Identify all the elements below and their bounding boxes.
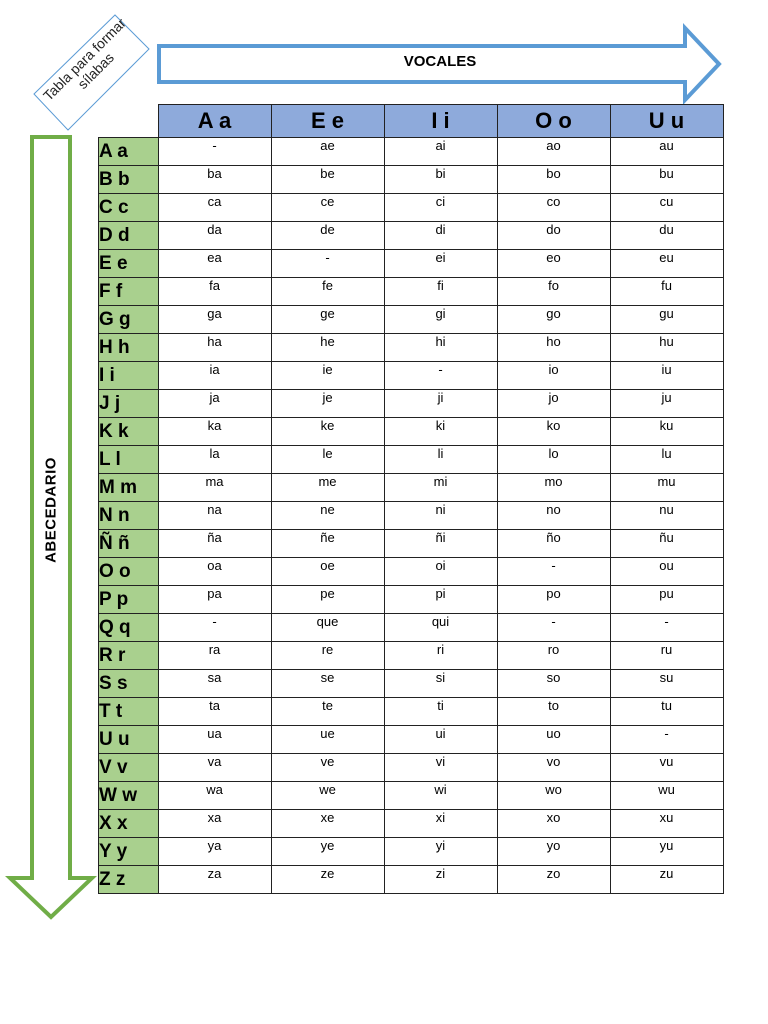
syllable-cell: gu <box>610 306 723 334</box>
syllable-cell: yo <box>497 838 610 866</box>
vocales-label: VOCALES <box>403 53 477 70</box>
syllable-cell: ue <box>271 726 384 754</box>
syllable-cell: ñe <box>271 530 384 558</box>
syllable-cell: fu <box>610 278 723 306</box>
syllable-cell: zi <box>384 866 497 894</box>
syllable-cell: ui <box>384 726 497 754</box>
letter-cell: V v <box>99 754 159 782</box>
syllable-cell: hi <box>384 334 497 362</box>
syllable-cell: fa <box>158 278 271 306</box>
syllable-cell: so <box>497 670 610 698</box>
table-row <box>99 138 724 166</box>
table-row <box>99 642 724 670</box>
letter-cell: P p <box>99 586 159 614</box>
syllable-cell: eo <box>497 250 610 278</box>
table-row <box>99 502 724 530</box>
syllable-cell: bi <box>384 166 497 194</box>
vowel-header-row <box>99 105 724 138</box>
syllable-cell: au <box>610 138 723 166</box>
syllable-table <box>98 104 724 894</box>
vowel-header: O o <box>497 105 610 138</box>
vowel-header: E e <box>271 105 384 138</box>
syllable-cell: - <box>497 614 610 642</box>
letter-cell: E e <box>99 250 159 278</box>
syllable-cell: re <box>271 642 384 670</box>
syllable-cell: ei <box>384 250 497 278</box>
syllable-cell: te <box>271 698 384 726</box>
syllable-cell: ai <box>384 138 497 166</box>
syllable-cell: va <box>158 754 271 782</box>
syllable-cell: su <box>610 670 723 698</box>
table-row <box>99 166 724 194</box>
syllable-cell: oe <box>271 558 384 586</box>
syllable-cell: go <box>497 306 610 334</box>
syllable-cell: - <box>271 250 384 278</box>
table-row <box>99 670 724 698</box>
syllable-cell: yu <box>610 838 723 866</box>
table-row <box>99 810 724 838</box>
table-row <box>99 782 724 810</box>
table-row <box>99 558 724 586</box>
syllable-cell: ho <box>497 334 610 362</box>
table-row <box>99 726 724 754</box>
syllable-cell: le <box>271 446 384 474</box>
syllable-cell: ke <box>271 418 384 446</box>
syllable-cell: ñi <box>384 530 497 558</box>
syllable-cell: ña <box>158 530 271 558</box>
syllable-cell: we <box>271 782 384 810</box>
syllable-cell: fo <box>497 278 610 306</box>
table-row <box>99 306 724 334</box>
syllable-cell: sa <box>158 670 271 698</box>
syllable-cell: si <box>384 670 497 698</box>
vowel-header: A a <box>158 105 271 138</box>
table-row <box>99 250 724 278</box>
syllable-cell: du <box>610 222 723 250</box>
syllable-cell: tu <box>610 698 723 726</box>
syllable-cell: jo <box>497 390 610 418</box>
letter-cell: G g <box>99 306 159 334</box>
syllable-cell: ti <box>384 698 497 726</box>
syllable-cell: ae <box>271 138 384 166</box>
syllable-cell: ye <box>271 838 384 866</box>
syllable-cell: xa <box>158 810 271 838</box>
syllable-cell: ha <box>158 334 271 362</box>
syllable-cell: po <box>497 586 610 614</box>
syllable-cell: ci <box>384 194 497 222</box>
syllable-cell: ni <box>384 502 497 530</box>
syllable-cell: he <box>271 334 384 362</box>
syllable-cell: ca <box>158 194 271 222</box>
syllable-cell: ou <box>610 558 723 586</box>
syllable-cell: la <box>158 446 271 474</box>
syllable-cell: de <box>271 222 384 250</box>
syllable-cell: xe <box>271 810 384 838</box>
letter-cell: U u <box>99 726 159 754</box>
letter-cell: Ñ ñ <box>99 530 159 558</box>
letter-cell: O o <box>99 558 159 586</box>
syllable-cell: - <box>610 726 723 754</box>
syllable-cell: ñu <box>610 530 723 558</box>
syllable-cell: io <box>497 362 610 390</box>
syllable-cell: li <box>384 446 497 474</box>
table-row <box>99 698 724 726</box>
syllable-cell: ia <box>158 362 271 390</box>
syllable-cell: ce <box>271 194 384 222</box>
syllable-cell: ra <box>158 642 271 670</box>
syllable-cell: ge <box>271 306 384 334</box>
syllable-cell: no <box>497 502 610 530</box>
syllable-cell: xo <box>497 810 610 838</box>
syllable-cell: me <box>271 474 384 502</box>
letter-cell: Z z <box>99 866 159 894</box>
syllable-cell: wu <box>610 782 723 810</box>
letter-cell: A a <box>99 138 159 166</box>
letter-cell: I i <box>99 362 159 390</box>
letter-cell: S s <box>99 670 159 698</box>
syllable-cell: ru <box>610 642 723 670</box>
syllable-cell: ro <box>497 642 610 670</box>
syllable-cell: - <box>158 138 271 166</box>
syllable-cell: do <box>497 222 610 250</box>
syllable-cell: eu <box>610 250 723 278</box>
syllable-cell: wa <box>158 782 271 810</box>
syllable-cell: ze <box>271 866 384 894</box>
syllable-cell: yi <box>384 838 497 866</box>
table-row <box>99 446 724 474</box>
syllable-cell: iu <box>610 362 723 390</box>
syllable-cell: ne <box>271 502 384 530</box>
syllable-cell: ka <box>158 418 271 446</box>
syllable-cell: ie <box>271 362 384 390</box>
syllable-cell: ya <box>158 838 271 866</box>
syllable-cell: ba <box>158 166 271 194</box>
syllable-cell: que <box>271 614 384 642</box>
syllable-cell: lu <box>610 446 723 474</box>
syllable-cell: vi <box>384 754 497 782</box>
syllable-cell: ño <box>497 530 610 558</box>
syllable-cell: bo <box>497 166 610 194</box>
syllable-cell: je <box>271 390 384 418</box>
table-row <box>99 194 724 222</box>
syllable-cell: mu <box>610 474 723 502</box>
syllable-cell: za <box>158 866 271 894</box>
syllable-cell: nu <box>610 502 723 530</box>
letter-cell: F f <box>99 278 159 306</box>
syllable-cell: ku <box>610 418 723 446</box>
table-row <box>99 586 724 614</box>
syllable-cell: pa <box>158 586 271 614</box>
syllable-cell: - <box>158 614 271 642</box>
syllable-cell: - <box>497 558 610 586</box>
letter-cell: Q q <box>99 614 159 642</box>
syllable-cell: cu <box>610 194 723 222</box>
table-corner <box>99 105 159 138</box>
syllable-cell: se <box>271 670 384 698</box>
letter-cell: H h <box>99 334 159 362</box>
abecedario-label: ABECEDARIO <box>42 457 60 563</box>
table-row <box>99 418 724 446</box>
syllable-cell: zu <box>610 866 723 894</box>
letter-cell: X x <box>99 810 159 838</box>
table-row <box>99 362 724 390</box>
table-row <box>99 390 724 418</box>
letter-cell: M m <box>99 474 159 502</box>
syllable-cell: pu <box>610 586 723 614</box>
syllable-cell: ve <box>271 754 384 782</box>
letter-cell: J j <box>99 390 159 418</box>
syllable-cell: gi <box>384 306 497 334</box>
syllable-cell: ta <box>158 698 271 726</box>
syllable-cell: fe <box>271 278 384 306</box>
syllable-cell: ua <box>158 726 271 754</box>
letter-cell: T t <box>99 698 159 726</box>
syllable-cell: oi <box>384 558 497 586</box>
syllable-cell: di <box>384 222 497 250</box>
title-label: Tabla para formar sílabas <box>39 14 129 104</box>
syllable-cell: ri <box>384 642 497 670</box>
syllable-cell: ji <box>384 390 497 418</box>
syllable-cell: bu <box>610 166 723 194</box>
table-row <box>99 222 724 250</box>
syllable-cell: - <box>610 614 723 642</box>
table-row <box>99 474 724 502</box>
syllable-cell: uo <box>497 726 610 754</box>
syllable-cell: ao <box>497 138 610 166</box>
letter-cell: D d <box>99 222 159 250</box>
syllable-cell: zo <box>497 866 610 894</box>
table-row <box>99 614 724 642</box>
syllable-cell: fi <box>384 278 497 306</box>
table-row <box>99 838 724 866</box>
letter-cell: K k <box>99 418 159 446</box>
vowel-header: I i <box>384 105 497 138</box>
syllable-cell: hu <box>610 334 723 362</box>
syllable-cell: ga <box>158 306 271 334</box>
syllable-cell: vu <box>610 754 723 782</box>
table-row <box>99 334 724 362</box>
letter-cell: B b <box>99 166 159 194</box>
syllable-cell: qui <box>384 614 497 642</box>
table-row <box>99 754 724 782</box>
syllable-cell: mo <box>497 474 610 502</box>
syllable-cell: - <box>384 362 497 390</box>
syllable-cell: be <box>271 166 384 194</box>
syllable-cell: xu <box>610 810 723 838</box>
syllable-cell: wi <box>384 782 497 810</box>
syllable-cell: ea <box>158 250 271 278</box>
syllable-cell: oa <box>158 558 271 586</box>
syllable-cell: pe <box>271 586 384 614</box>
table-row <box>99 866 724 894</box>
syllable-cell: ja <box>158 390 271 418</box>
letter-cell: R r <box>99 642 159 670</box>
syllable-cell: wo <box>497 782 610 810</box>
vowel-header: U u <box>610 105 723 138</box>
syllable-cell: na <box>158 502 271 530</box>
letter-cell: W w <box>99 782 159 810</box>
table-row <box>99 530 724 558</box>
table-row <box>99 278 724 306</box>
letter-cell: C c <box>99 194 159 222</box>
syllable-cell: lo <box>497 446 610 474</box>
syllable-cell: ki <box>384 418 497 446</box>
letter-cell: L l <box>99 446 159 474</box>
syllable-cell: mi <box>384 474 497 502</box>
syllable-cell: vo <box>497 754 610 782</box>
syllable-cell: pi <box>384 586 497 614</box>
syllable-cell: xi <box>384 810 497 838</box>
syllable-cell: co <box>497 194 610 222</box>
syllable-cell: ju <box>610 390 723 418</box>
syllable-cell: ko <box>497 418 610 446</box>
letter-cell: Y y <box>99 838 159 866</box>
letter-cell: N n <box>99 502 159 530</box>
syllable-cell: to <box>497 698 610 726</box>
syllable-cell: ma <box>158 474 271 502</box>
syllable-cell: da <box>158 222 271 250</box>
